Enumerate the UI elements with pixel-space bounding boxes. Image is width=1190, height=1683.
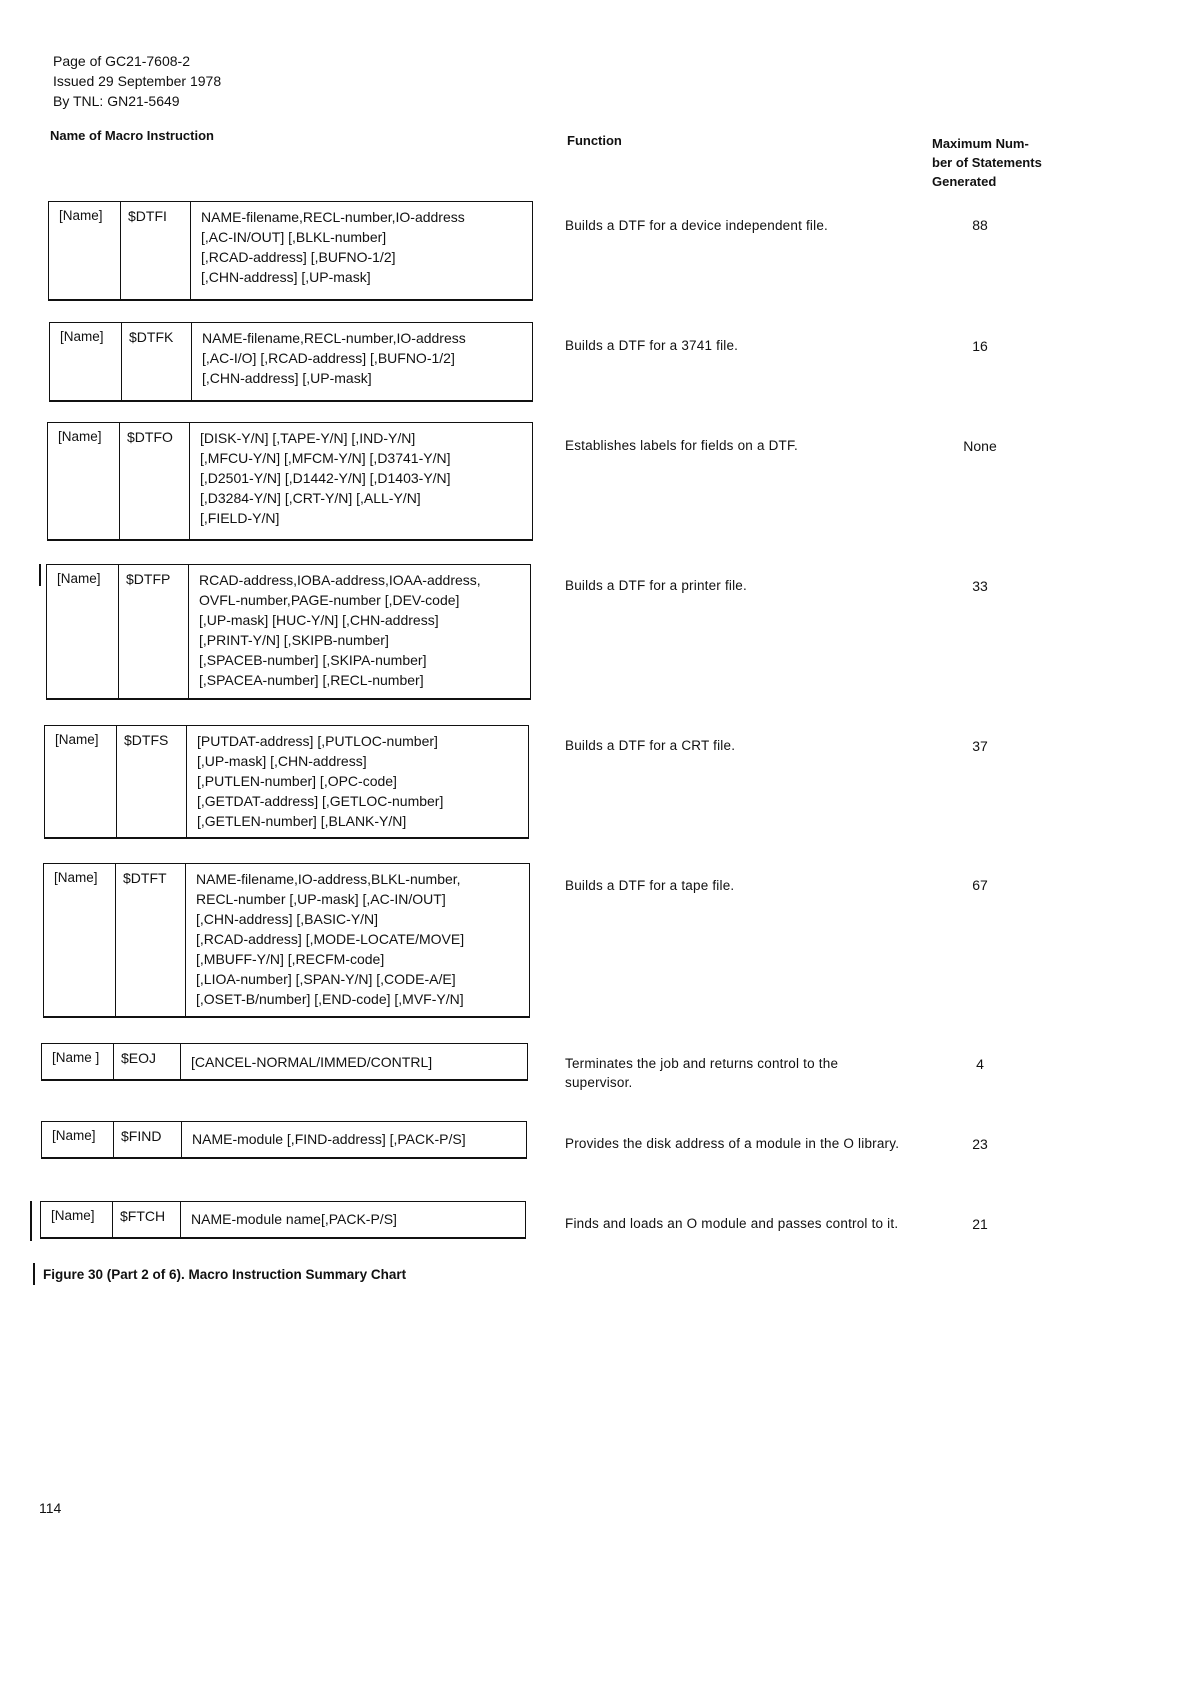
operand-line: [,OSET-B/number] [,END-code] [,MVF-Y/N] xyxy=(196,991,464,1007)
operands-cell xyxy=(192,323,532,400)
operand-line: [,MBUFF-Y/N] [,RECFM-code] xyxy=(196,951,385,967)
operand-line: [,GETDAT-address] [,GETLOC-number] xyxy=(197,793,444,809)
name-cell: [Name] xyxy=(48,423,120,539)
operation-cell: $DTFT xyxy=(116,864,186,1016)
function-find: Provides the disk address of a module in the O library. xyxy=(565,1136,900,1151)
col-function-heading: Function xyxy=(567,133,622,148)
issue-date-line: Issued 29 September 1978 xyxy=(53,73,222,89)
operand-line: [,CHN-address] [,UP-mask] xyxy=(201,269,371,285)
operand-line: [,GETLEN-number] [,BLANK-Y/N] xyxy=(197,813,407,829)
operand-line: RECL-number [,UP-mask] [,AC-IN/OUT] xyxy=(196,891,446,907)
operands-cell xyxy=(191,202,532,299)
macro-box-dtft xyxy=(43,863,530,1018)
operand-line: [,UP-mask] [HUC-Y/N] [,CHN-address] xyxy=(199,612,439,628)
macro-box-dtfo xyxy=(47,422,533,541)
revision-bar xyxy=(39,564,41,586)
operand-line: [,PUTLEN-number] [,OPC-code] xyxy=(197,773,397,789)
operation-cell: $EOJ xyxy=(114,1044,181,1079)
operation-cell: $DTFS xyxy=(117,726,187,837)
operand-line: [,LIOA-number] [,SPAN-Y/N] [,CODE-A/E] xyxy=(196,971,456,987)
operands-cell xyxy=(182,1122,526,1157)
operation-cell: $FTCH xyxy=(113,1202,181,1237)
operand-line: [,PRINT-Y/N] [,SKIPB-number] xyxy=(199,632,389,648)
operand-line: [,CHN-address] [,UP-mask] xyxy=(202,370,372,386)
max-ftch: 21 xyxy=(972,1216,988,1232)
function-dtfs: Builds a DTF for a CRT file. xyxy=(565,738,736,753)
operand-line: [,SPACEB-number] [,SKIPA-number] xyxy=(199,652,427,668)
col-max-heading-line2: ber of Statements xyxy=(932,155,1042,170)
page-number: 114 xyxy=(39,1500,62,1516)
operand-line: [,RCAD-address] [,BUFNO-1/2] xyxy=(201,249,396,265)
operand-line: [,FIELD-Y/N] xyxy=(200,510,280,526)
operand-line: RCAD-address,IOBA-address,IOAA-address, xyxy=(199,572,481,588)
macro-box-dtfi xyxy=(48,201,533,301)
operand-line: NAME-filename,IO-address,BLKL-number, xyxy=(196,871,461,887)
operation-cell: $DTFI xyxy=(121,202,191,299)
function-dtfp: Builds a DTF for a printer file. xyxy=(565,578,747,593)
operands-cell xyxy=(181,1202,525,1237)
operation-cell: $DTFP xyxy=(119,565,189,698)
name-cell: [Name] xyxy=(45,726,117,837)
operand-line: [,MFCU-Y/N] [,MFCM-Y/N] [,D3741-Y/N] xyxy=(200,450,451,466)
max-dtft: 67 xyxy=(972,877,988,893)
name-cell: [Name] xyxy=(50,323,122,400)
operands-cell xyxy=(181,1044,527,1079)
function-dtfi: Builds a DTF for a device independent file. xyxy=(565,218,828,233)
operand-line: OVFL-number,PAGE-number [,DEV-code] xyxy=(199,592,460,608)
name-cell: [Name] xyxy=(47,565,119,698)
macro-box-eoj xyxy=(41,1043,528,1081)
operation-cell: $DTFK xyxy=(122,323,192,400)
macro-box-dtfs xyxy=(44,725,529,839)
function-dtfk: Builds a DTF for a 3741 file. xyxy=(565,338,739,353)
operand-line: [,SPACEA-number] [,RECL-number] xyxy=(199,672,424,688)
function-dtft: Builds a DTF for a tape file. xyxy=(565,878,735,893)
operands-cell xyxy=(187,726,528,837)
col-max-heading xyxy=(932,134,1042,191)
operand-line: [PUTDAT-address] [,PUTLOC-number] xyxy=(197,733,438,749)
operand-line: NAME-module name[,PACK-P/S] xyxy=(191,1211,397,1227)
operand-line: [,D2501-Y/N] [,D1442-Y/N] [,D1403-Y/N] xyxy=(200,470,451,486)
operand-line: NAME-module [,FIND-address] [,PACK-P/S] xyxy=(192,1131,466,1147)
operand-line: NAME-filename,RECL-number,IO-address xyxy=(201,209,465,225)
macro-box-dtfk xyxy=(49,322,533,402)
name-cell: [Name] xyxy=(49,202,121,299)
name-cell: [Name] xyxy=(41,1202,113,1237)
operation-cell: $FIND xyxy=(114,1122,182,1157)
operand-line: [,UP-mask] [,CHN-address] xyxy=(197,753,367,769)
col-max-heading-line1: Maximum Num- xyxy=(932,136,1029,151)
operand-line: [,AC-IN/OUT] [,BLKL-number] xyxy=(201,229,387,245)
function-dtfo: Establishes labels for fields on a DTF. xyxy=(565,438,798,453)
max-eoj: 4 xyxy=(976,1056,984,1072)
max-dtfk: 16 xyxy=(972,338,988,354)
figure-caption: Figure 30 (Part 2 of 6). Macro Instruction Summary Chart xyxy=(43,1267,407,1282)
revision-bar xyxy=(30,1201,32,1241)
max-dtfp: 33 xyxy=(972,578,988,594)
operands-cell xyxy=(189,565,530,698)
macro-box-find xyxy=(41,1121,527,1159)
operand-line: [,CHN-address] [,BASIC-Y/N] xyxy=(196,911,379,927)
doc-id-line: Page of GC21-7608-2 xyxy=(53,53,190,69)
name-cell: [Name ] xyxy=(42,1044,114,1079)
macro-box-ftch xyxy=(40,1201,526,1239)
max-dtfs: 37 xyxy=(972,738,988,754)
operand-line: [DISK-Y/N] [,TAPE-Y/N] [,IND-Y/N] xyxy=(200,430,416,446)
max-find: 23 xyxy=(972,1136,988,1152)
function-ftch: Finds and loads an O module and passes control to it. xyxy=(565,1216,899,1231)
max-dtfi: 88 xyxy=(972,217,988,233)
operand-line: NAME-filename,RECL-number,IO-address xyxy=(202,330,466,346)
max-dtfo: None xyxy=(963,438,997,454)
operands-cell xyxy=(186,864,529,1016)
operand-line: [,D3284-Y/N] [,CRT-Y/N] [,ALL-Y/N] xyxy=(200,490,421,506)
name-cell: [Name] xyxy=(44,864,116,1016)
col-name-heading: Name of Macro Instruction xyxy=(50,128,214,143)
col-max-heading-line3: Generated xyxy=(932,174,997,189)
operation-cell: $DTFO xyxy=(120,423,190,539)
name-cell: [Name] xyxy=(42,1122,114,1157)
revision-bar xyxy=(33,1263,35,1285)
operand-line: [CANCEL-NORMAL/IMMED/CONTRL] xyxy=(191,1054,433,1070)
tnl-line: By TNL: GN21-5649 xyxy=(53,93,180,109)
operands-cell xyxy=(190,423,532,539)
macro-box-dtfp xyxy=(46,564,531,700)
operand-line: [,AC-I/O] [,RCAD-address] [,BUFNO-1/2] xyxy=(202,350,455,366)
operand-line: [,RCAD-address] [,MODE-LOCATE/MOVE] xyxy=(196,931,465,947)
function-eoj: Terminates the job and returns control to the supervisor. xyxy=(565,1056,839,1090)
